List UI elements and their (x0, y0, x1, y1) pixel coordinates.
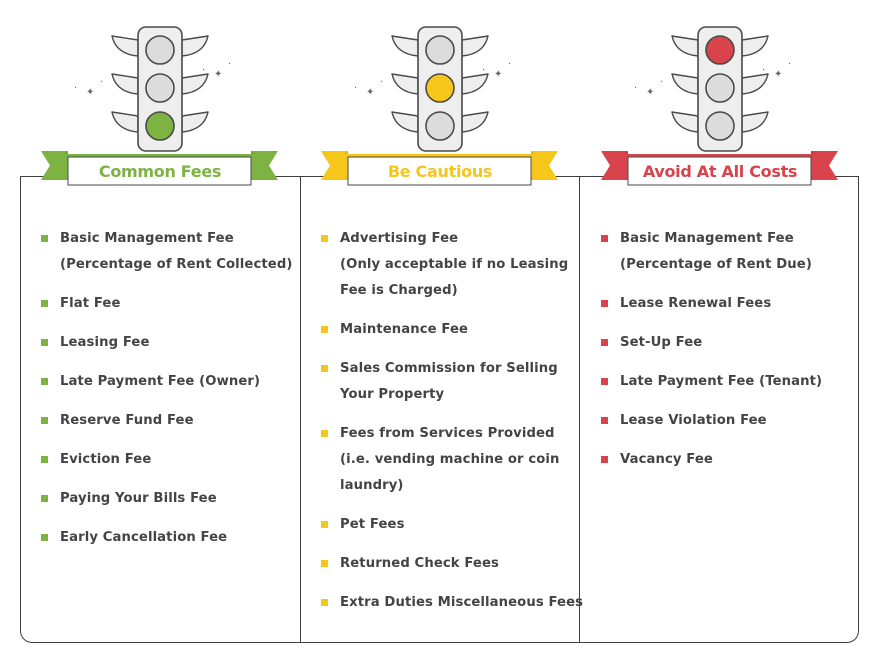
sparkle-icon: · (380, 77, 384, 88)
traffic-light-icon (110, 26, 210, 152)
square-bullet-icon (601, 235, 608, 242)
fee-list-item (600, 408, 850, 434)
fee-text-line: Late Payment Fee (Tenant) (620, 374, 823, 389)
sparkle-icon: ✦ (214, 69, 223, 80)
sparkle-icon: · (508, 59, 512, 70)
square-bullet-icon (41, 495, 48, 502)
fee-list-item (40, 226, 293, 278)
sparkle-icon: · (788, 59, 792, 70)
fee-list (40, 226, 293, 564)
fee-list-item (40, 525, 290, 551)
fee-text-line: Late Payment Fee (Owner) (60, 374, 261, 389)
fee-text-line: Extra Duties Miscellaneous Fees (340, 595, 584, 610)
fee-list-item (320, 590, 584, 616)
square-bullet-icon (321, 430, 328, 437)
fee-text-line: Early Cancellation Fee (60, 530, 228, 545)
traffic-light-icon (670, 26, 770, 152)
square-bullet-icon (601, 417, 608, 424)
fee-text-line: Fees from Services Provided (340, 426, 555, 441)
fee-column-yellow (300, 0, 584, 653)
sparkle-icon: · (228, 59, 232, 70)
fee-text-line: Flat Fee (60, 296, 121, 311)
fee-text-line: (Percentage of Rent Due) (620, 257, 812, 272)
square-bullet-icon (41, 300, 48, 307)
fee-list-item (320, 356, 570, 408)
column-title: Avoid At All Costs (642, 161, 798, 181)
sparkle-icon: · (482, 65, 486, 76)
sparkle-icon: ✦ (86, 87, 95, 98)
fee-text-line: (i.e. vending machine or coin (340, 452, 560, 467)
square-bullet-icon (321, 599, 328, 606)
fee-text-line: Leasing Fee (60, 335, 150, 350)
column-title: Be Cautious (387, 161, 493, 181)
square-bullet-icon (41, 456, 48, 463)
sparkle-icon: ✦ (494, 69, 503, 80)
fee-list-item (320, 226, 570, 304)
fee-text-line: Paying Your Bills Fee (60, 491, 217, 506)
fee-text-line: Advertising Fee (340, 231, 459, 246)
sparkle-icon: ✦ (774, 69, 783, 80)
fee-text-line: Eviction Fee (60, 452, 152, 467)
fee-text-line: Lease Renewal Fees (620, 296, 772, 311)
fee-list-item (320, 512, 570, 538)
sparkle-icon: · (634, 83, 638, 94)
fee-list-item (320, 317, 570, 343)
sparkle-icon: · (354, 83, 358, 94)
sparkle-icon: ✦ (646, 87, 655, 98)
square-bullet-icon (321, 365, 328, 372)
fee-text-line: Maintenance Fee (340, 322, 469, 337)
sparkle-icon: ✦ (366, 87, 375, 98)
square-bullet-icon (321, 560, 328, 567)
fee-list-item (600, 447, 850, 473)
fee-text-line: Your Property (340, 387, 445, 402)
fee-list-item (40, 330, 290, 356)
fee-list-item (600, 369, 850, 395)
fee-list-item (40, 408, 290, 434)
square-bullet-icon (41, 378, 48, 385)
fee-list-item (600, 291, 850, 317)
square-bullet-icon (41, 339, 48, 346)
fee-list-item (320, 551, 570, 577)
square-bullet-icon (321, 326, 328, 333)
fee-list-item (40, 369, 290, 395)
sparkle-icon: · (762, 65, 766, 76)
traffic-light-icon (390, 26, 490, 152)
fee-text-line: laundry) (340, 478, 404, 493)
sparkle-icon: · (202, 65, 206, 76)
fee-list-item (320, 421, 570, 499)
fee-text-line: Returned Check Fees (340, 556, 499, 571)
square-bullet-icon (41, 534, 48, 541)
fee-list-item (40, 486, 290, 512)
sparkle-icon: · (100, 77, 104, 88)
fee-list-item (600, 330, 850, 356)
fee-list-item (600, 226, 850, 278)
square-bullet-icon (601, 378, 608, 385)
fee-text-line: Pet Fees (340, 517, 405, 532)
fee-text-line: Sales Commission for Selling (340, 361, 558, 376)
fee-column-red (580, 0, 860, 653)
fee-text-line: Lease Violation Fee (620, 413, 767, 428)
square-bullet-icon (321, 235, 328, 242)
fee-list-item (40, 447, 290, 473)
fee-column-green (20, 0, 300, 653)
fee-text-line: Basic Management Fee (620, 231, 794, 246)
fee-list (600, 226, 850, 486)
fee-list-item (40, 291, 290, 317)
square-bullet-icon (321, 521, 328, 528)
sparkle-icon: · (74, 83, 78, 94)
column-title: Common Fees (98, 161, 222, 181)
fee-text-line: Set-Up Fee (620, 335, 703, 350)
fee-text-line: (Only acceptable if no Leasing (340, 257, 569, 272)
fee-text-line: Fee is Charged) (340, 283, 458, 298)
square-bullet-icon (601, 339, 608, 346)
square-bullet-icon (601, 300, 608, 307)
fee-list (320, 226, 584, 629)
square-bullet-icon (601, 456, 608, 463)
fee-text-line: Basic Management Fee (60, 231, 234, 246)
square-bullet-icon (41, 235, 48, 242)
fee-text-line: Reserve Fund Fee (60, 413, 194, 428)
fee-text-line: Vacancy Fee (620, 452, 713, 467)
square-bullet-icon (41, 417, 48, 424)
sparkle-icon: · (660, 77, 664, 88)
fee-text-line: (Percentage of Rent Collected) (60, 257, 293, 272)
